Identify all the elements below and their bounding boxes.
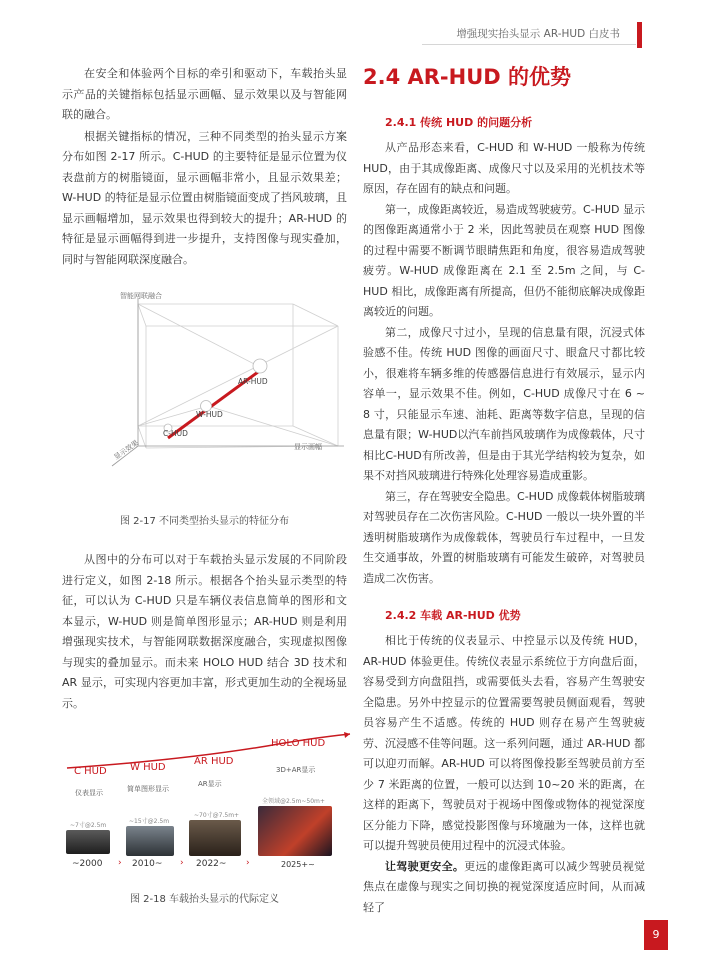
paragraph: 第三，存在驾驶安全隐患。C-HUD 成像载体树脂玻璃对驾驶员存在二次伤害风险。C-HUD 一般以一块外置的半透明树脂玻璃作为成像载体，驾驶员行车过程中，一旦发生交通事故，外置的树脂玻璃有可能发生破碎，对驾驶员造成二次伤害。 (363, 489, 645, 585)
right-column (363, 62, 645, 918)
axis-label-z: 智能网联融合 (120, 292, 162, 300)
gen-dist-w-hud: ~15寸@2.5m (129, 818, 170, 825)
gen-label-ar-hud: AR HUD (194, 756, 234, 767)
c-hud-label: C-HUD (163, 429, 188, 438)
section-text (363, 631, 645, 918)
figure-caption: 图 2-17 不同类型抬头显示的特征分布 (119, 516, 290, 527)
left-column-bottom (62, 550, 347, 714)
feature-distribution-diagram (108, 286, 348, 496)
w-hud-label: W-HUD (196, 410, 223, 419)
gen-dist-ar-hud: ~70寸@7.5m+ (194, 812, 240, 819)
header-divider (422, 44, 636, 45)
header-accent-bar (637, 22, 642, 48)
bold-lead: 让驾驶更安全。 (385, 859, 465, 873)
section-text (363, 138, 645, 589)
paragraph: 第二，成像尺寸过小，呈现的信息量有限，沉浸式体验感不佳。传统 HUD 图像的画面尺寸、眼盒尺寸都比较小，很难将车辆多维的传感器信息进行有效展示，显示内容单一，显示效果不佳。例如，C-HUD 成像尺寸在 6 ~ 8 寸，只能显示车速、油耗、距离等数字信息，呈现的信息量有限；W-HUD以汽车前挡风玻璃作为成像载体，尺寸相比C-HUD有所改善，但是由于其光学结构较为复杂，如果不对挡风玻璃进行特殊化处理容易造成重影。 (363, 325, 645, 482)
gen-label-c-hud: C HUD (74, 766, 107, 777)
axis-label-y: 显示效果 (112, 438, 141, 462)
feature-distribution-figure (108, 286, 348, 496)
page-number: 9 (644, 920, 668, 950)
gen-year-holo-hud: 2025+~ (281, 860, 315, 869)
ar-hud-label: AR-HUD (238, 377, 268, 386)
w-hud-photo (126, 826, 174, 856)
paragraph: 相比于传统的仪表显示、中控显示以及传统 HUD，AR-HUD 体验更佳。传统仪表显示系统位于方向盘后面，容易受到方向盘阻挡，或需要低头去看，容易产生驾驶安全隐患。另外中控显示的位置需要驾驶员侧面观看，驾驶员容易产生不适感。传统的 HUD 则存在易产生驾驶疲劳、沉浸感不佳等问题。这一系列问题，通过 AR-HUD 都可以迎刃而解。AR-HUD 可以将图像投影至驾驶员前方至少 7 米距离的位置，一般可以达到 10~20 米的距离，在这样的距离下，驾驶员对于视场中图像或物体的视觉深度区分能力下降，感觉投影图像与环境融为一体，这样也就可以提升驾驶员使用过程中的沉浸式体验。 (363, 634, 645, 852)
ar-hud-point (253, 359, 267, 373)
gen-sub-holo-hud: 3D+AR显示 (276, 766, 316, 774)
paragraph (363, 857, 645, 919)
gen-year-c-hud: ~2000 (72, 859, 103, 869)
gen-sub-ar-hud: AR显示 (198, 780, 222, 788)
arrow-icon: › (246, 858, 250, 868)
gen-label-holo-hud: HOLO HUD (271, 738, 326, 749)
ar-hud-photo (189, 820, 241, 856)
gen-dist-holo-hud: 全领域@2.5m~50m+ (262, 798, 325, 805)
arrow-icon: › (118, 858, 122, 868)
left-column-top (62, 64, 347, 270)
gen-sub-c-hud: 仪表显示 (75, 789, 103, 797)
paragraph: 根据关键指标的情况，三种不同类型的抬头显示方案分布如图 2-17 所示。C-HUD 的主要特征是显示位置为仪表盘前方的树脂镜面，显示画幅非常小，且显示效果差；W-HUD 的特征是显示位置由树脂镜面变成了挡风玻璃，且显示画幅增加，显示效果也得到较大的提升；AR-HUD 的特征是显示画幅得到进一步提升，支持图像与现实叠加，同时与智能网联深度融合。 (62, 129, 347, 266)
header-title: 增强现实抬头显示 AR-HUD 白皮书 (456, 28, 620, 40)
paragraph: 在安全和体验两个目标的牵引和驱动下，车载抬头显示产品的关键指标包括显示画幅、显示效果以及与智能网联的融合。 (62, 67, 347, 121)
gen-dist-c-hud: ~7寸@2.5m (70, 822, 107, 829)
gen-label-w-hud: W HUD (130, 762, 166, 773)
arrow-icon: › (180, 858, 184, 868)
subsection-title: 2.4.2 车载 AR-HUD 优势 (385, 609, 521, 622)
paragraph: 第一，成像距离较近，易造成驾驶疲劳。C-HUD 显示的图像距离通常小于 2 米，因此驾驶员在观察 HUD 图像的过程中需要不断调节眼睛焦距和角度，很容易造成驾驶疲劳。W-HUD 成像距离在 2.1 至 2.5m 之间，与 C-HUD 相比，成像距离有所提高，但仍不能彻底解决成像距离较近的问题。 (363, 202, 645, 318)
subsection-title: 2.4.1 传统 HUD 的问题分析 (385, 116, 533, 129)
gen-sub-w-hud: 简单图形显示 (127, 785, 169, 793)
holo-hud-photo (258, 806, 332, 856)
axis-label-x: 显示画幅 (294, 443, 322, 451)
generation-definition-figure (62, 732, 352, 882)
paragraph: 从产品形态来看，C-HUD 和 W-HUD 一般称为传统 HUD，由于其成像距离、成像尺寸以及采用的光机技术等原因，存在固有的缺点和问题。 (363, 141, 645, 195)
gen-year-ar-hud: 2022~ (196, 859, 227, 869)
c-hud-photo (66, 830, 110, 854)
figure-caption: 图 2-18 车载抬头显示的代际定义 (129, 894, 280, 905)
gen-year-w-hud: 2010~ (132, 859, 163, 869)
paragraph-text: 更远的虚像距离可以减少驾驶员视觉焦点在虚像与现实之间切换的视觉深度适应时间，从而减轻了 (363, 859, 646, 914)
paragraph: 从图中的分布可以对于车载抬头显示发展的不同阶段进行定义，如图 2-18 所示。根据各个抬头显示类型的特征，可以认为 C-HUD 只是车辆仪表信息简单的图形和文本显示，W-HUD 则是简单图形显示；AR-HUD 则是利用增强现实技术，与智能网联数据深度融合，实现虚拟图像与现实的叠加显示。而未来 HOLO HUD 结合 3D 技术和 AR 显示，可实现内容更加丰富，形式更加生动的全视场显示。 (62, 553, 347, 710)
section-title: 2.4 AR-HUD 的优势 (363, 65, 572, 89)
